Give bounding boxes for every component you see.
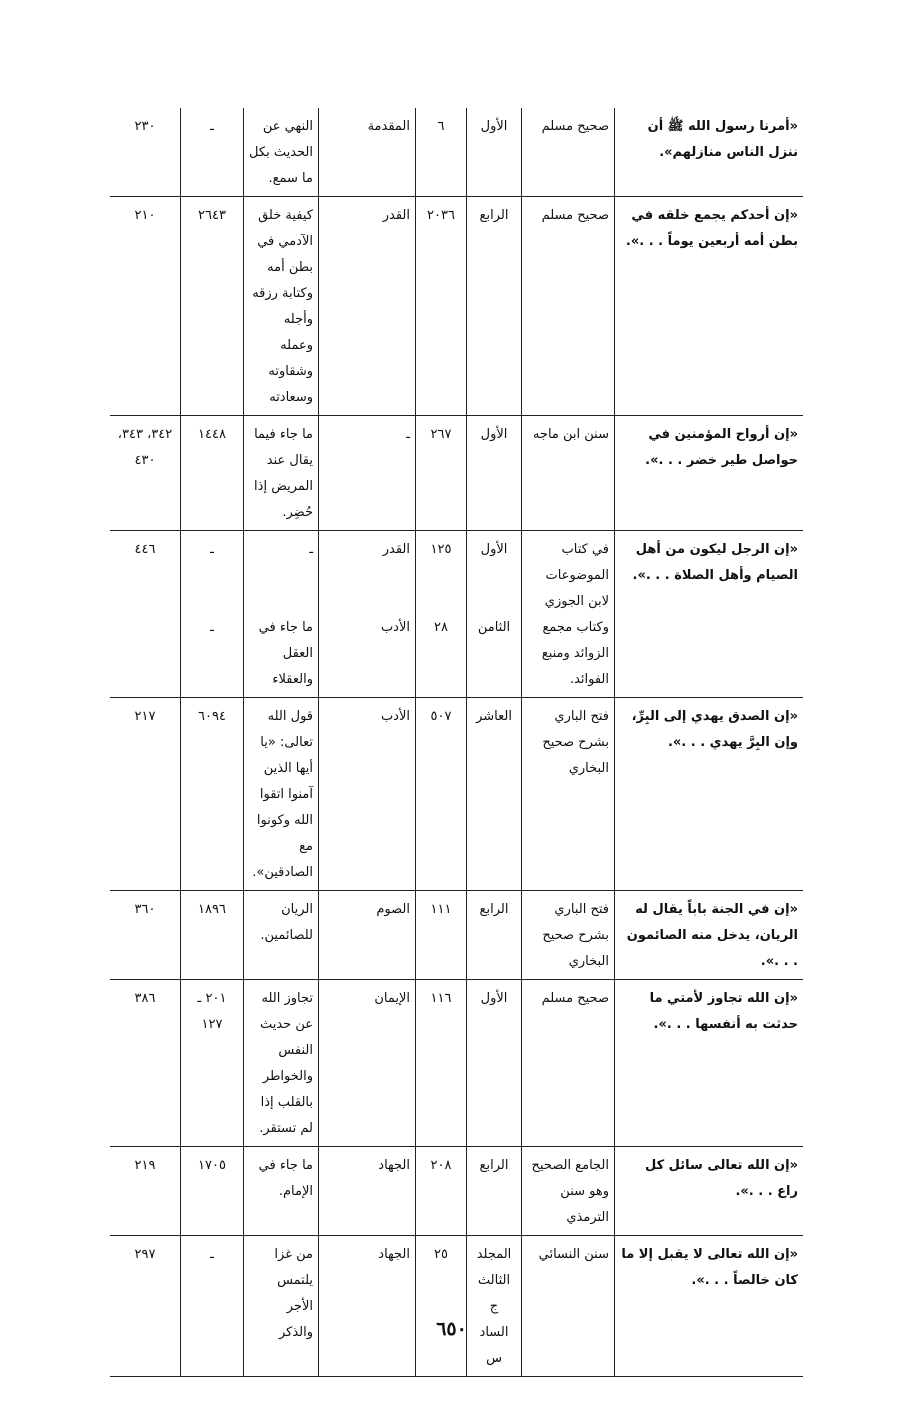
- book-section: الجهاد: [319, 1236, 416, 1377]
- hadith-number: ١٧٠٥: [181, 1147, 244, 1236]
- volume: الرابع: [467, 197, 522, 416]
- page-ref: ٢٠٣٦: [416, 197, 467, 416]
- chapter-title: قول الله تعالى: «يا أيها الذين آمنوا اتقوا الله وكونوا مع الصادقين».: [244, 698, 319, 891]
- book-section: القدر: [319, 197, 416, 416]
- source-book: الجامع الصحيح وهو سنن الترمذي: [522, 1147, 615, 1236]
- page-ref: ٦: [416, 108, 467, 197]
- chapter-title: النهي عن الحديث بكل ما سمع.: [244, 108, 319, 197]
- cited-pages: ٢١٧: [110, 698, 181, 891]
- page-ref: [416, 531, 467, 698]
- table-row: [110, 698, 803, 891]
- volume: الأول: [467, 108, 522, 197]
- volume: الأول: [467, 416, 522, 531]
- book-section: [319, 531, 416, 698]
- table-row: [110, 197, 803, 416]
- table-row: [110, 416, 803, 531]
- volume-first: الأول: [480, 542, 508, 557]
- table-row: [110, 1147, 803, 1236]
- hadith-number: ١٨٩٦: [181, 891, 244, 980]
- book-section: المقدمة: [319, 108, 416, 197]
- cited-pages: ٣٨٦: [110, 980, 181, 1147]
- hadith-text: «إن أرواح المؤمنين في حواصل طير خضر . . .».: [615, 416, 804, 531]
- chapter-title: ما جاء في الإمام.: [244, 1147, 319, 1236]
- page-ref: ١١٦: [416, 980, 467, 1147]
- chapter-title: كيفية خلق الآدمي في بطن أمه وكتابة رزقه وأجله وعمله وشقاوته وسعادته: [244, 197, 319, 416]
- hadith-text: «إن الصدق يهدي إلى البِرِّ، وإن البِرَّ يهدي . . .».: [615, 698, 804, 891]
- page-ref: ٢٥: [416, 1236, 467, 1377]
- book-section: الأدب: [319, 698, 416, 891]
- volume: الرابع: [467, 891, 522, 980]
- chapter-title: تجاوز الله عن حديث النفس والخواطر بالقلب إذا لم تستقر.: [244, 980, 319, 1147]
- source-book: صحيح مسلم: [522, 108, 615, 197]
- page-ref: ٥٠٧: [416, 698, 467, 891]
- table-row: [110, 891, 803, 980]
- book-section: الصوم: [319, 891, 416, 980]
- page-ref: ٢٠٨: [416, 1147, 467, 1236]
- source-book: فتح الباري بشرح صحيح البخاري: [522, 891, 615, 980]
- hadith-number: ١٤٤٨: [181, 416, 244, 531]
- cited-pages: ٣٤٢، ٣٤٣، ٤٣٠: [110, 416, 181, 531]
- cited-pages: ٢٣٠: [110, 108, 181, 197]
- volume: [467, 531, 522, 698]
- volume-second: الثامن: [477, 620, 511, 635]
- book-section-first: القدر: [382, 542, 410, 557]
- hadith-number: ٢٠١ ـ ١٢٧: [181, 980, 244, 1147]
- volume: المجلد الثالث ج السادس: [467, 1236, 522, 1377]
- hadith-text: «إن الله تعالى سائل كل راع . . .».: [615, 1147, 804, 1236]
- table-row: [110, 531, 803, 698]
- hadith-number: [181, 531, 244, 698]
- book-section: الجهاد: [319, 1147, 416, 1236]
- table-row: [110, 980, 803, 1147]
- cited-pages: ٢١٠: [110, 197, 181, 416]
- table-row: [110, 108, 803, 197]
- volume: العاشر: [467, 698, 522, 891]
- page-number: ٦٥٠: [436, 1318, 467, 1340]
- hadith-number: ـ: [181, 1236, 244, 1377]
- source-book: سنن النسائي: [522, 1236, 615, 1377]
- cited-pages: ٢١٩: [110, 1147, 181, 1236]
- hadith-number: ٦٠٩٤: [181, 698, 244, 891]
- hadith-text: «إن أحدكم يجمع خلقه في بطن أمه أربعين يوماً . . .».: [615, 197, 804, 416]
- cited-pages: ٢٩٧: [110, 1236, 181, 1377]
- volume: الأول: [467, 980, 522, 1147]
- source-book: سنن ابن ماجه: [522, 416, 615, 531]
- volume: الرابع: [467, 1147, 522, 1236]
- hadith-text: «إن الله تجاوز لأمتي ما حدثت به أنفسها . . .».: [615, 980, 804, 1147]
- chapter-title: [244, 531, 319, 698]
- hadith-number-second: ـ: [210, 620, 214, 635]
- chapter-title-second: ما جاء في العقل والعقلاء: [258, 620, 313, 687]
- book-section-second: الأدب: [380, 620, 410, 635]
- book-section: الإيمان: [319, 980, 416, 1147]
- hadith-text: «إن الرجل ليكون من أهل الصيام وأهل الصلاة . . .».: [615, 531, 804, 698]
- chapter-title: من غزا يلتمس الأجر والذكر: [244, 1236, 319, 1377]
- cited-pages: ٤٤٦: [110, 531, 181, 698]
- chapter-title: الريان للصائمين.: [244, 891, 319, 980]
- cited-pages: ٣٦٠: [110, 891, 181, 980]
- source-book: صحيح مسلم: [522, 980, 615, 1147]
- page-ref: ٢٦٧: [416, 416, 467, 531]
- hadith-number: ٢٦٤٣: [181, 197, 244, 416]
- page-ref: ١١١: [416, 891, 467, 980]
- book-section: ـ: [319, 416, 416, 531]
- source-book: في كتاب الموضوعات لابن الجوزي وكتاب مجمع الزوائد ومنبع الفوائد.: [522, 531, 615, 698]
- hadith-text: «إن الله تعالى لا يقبل إلا ما كان خالصاً . . .».: [615, 1236, 804, 1377]
- chapter-title: ما جاء فيما يقال عند المريض إذا حُضِر.: [244, 416, 319, 531]
- chapter-title-first: ـ: [309, 542, 313, 557]
- hadith-number: ـ: [181, 108, 244, 197]
- hadith-text: «أمرنا رسول الله ﷺ أن ننزل الناس منازلهم».: [615, 108, 804, 197]
- hadith-number-first: ـ: [210, 542, 214, 557]
- hadith-table: [110, 108, 803, 1377]
- source-book: فتح الباري بشرح صحيح البخاري: [522, 698, 615, 891]
- page-ref-first: ١٢٥: [430, 542, 452, 557]
- page-ref-second: ٢٨: [434, 620, 448, 635]
- source-book: صحيح مسلم: [522, 197, 615, 416]
- hadith-text: «إن في الجنة باباً يقال له الريان، يدخل منه الصائمون . . .».: [615, 891, 804, 980]
- table-row: [110, 1236, 803, 1377]
